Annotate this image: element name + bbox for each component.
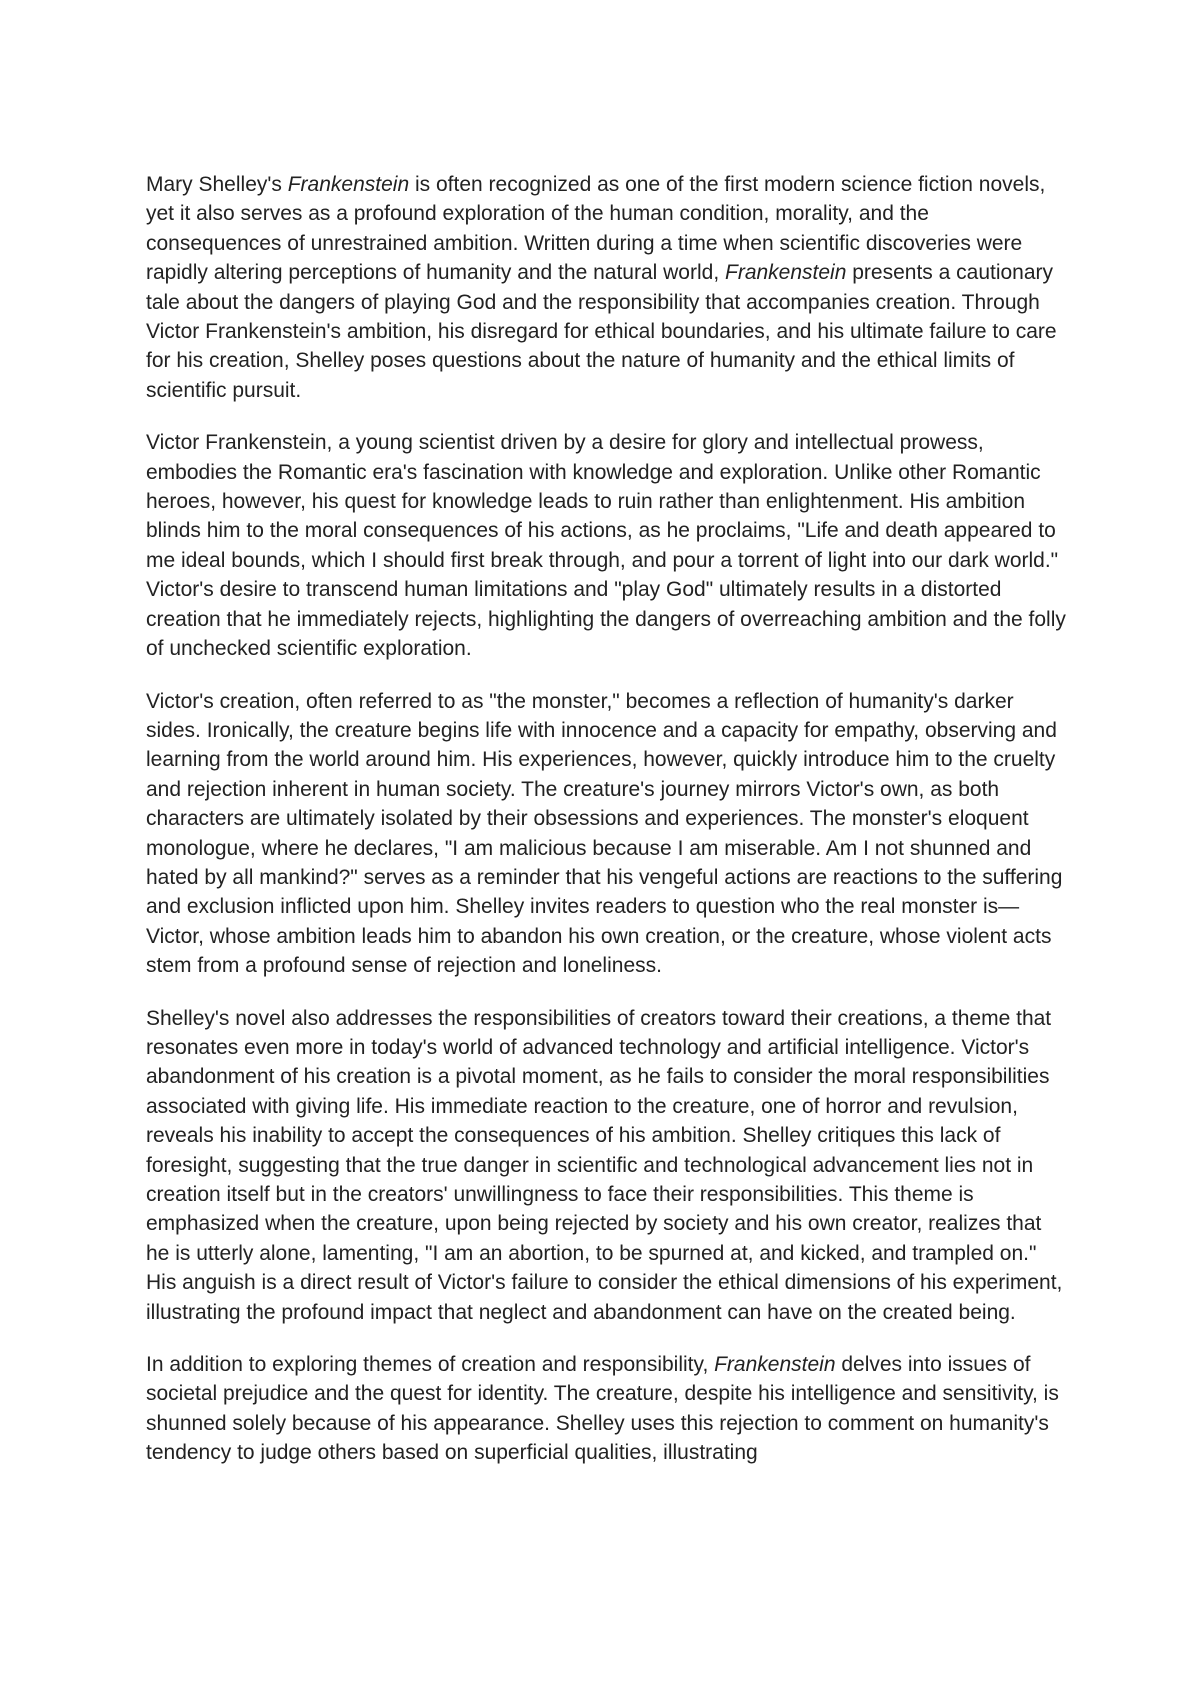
paragraph-text: presents a cautionary tale about the dangers of playing God and the responsibility that accompanies creation. Through Victor Frankenstein's ambition, his disregard for ethical boundaries, and his ultimate failure to care for his creation, Shelley poses questions about the nature of humanity and the ethical limits of scientific pursuit. bbox=[146, 261, 1057, 402]
paragraph-text: Victor Frankenstein, a young scientist driven by a desire for glory and intellectual prowess, embodies the Romantic era's fascination with knowledge and exploration. Unlike other Romantic heroes, however, his quest for knowledge leads to ruin rather than enlightenment. His ambition blinds him to the moral consequences of his actions, as he proclaims, "Life and death appeared to me ideal bounds, which I should first break through, and pour a torrent of light into our dark world." Victor's desire to transcend human limitations and "play God" ultimately results in a distorted creation that he immediately rejects, highlighting the dangers of overreaching ambition and the folly of unchecked scientific exploration. bbox=[146, 431, 1066, 661]
document-body bbox=[146, 170, 1068, 1468]
paragraph-responsibility bbox=[146, 1004, 1068, 1327]
paragraph-text: is often recognized as one of the first modern science fiction novels, yet it also serves as a profound exploration of the human condition, morality, and the consequences of unrestrained ambition. Written during a time when scientific discoveries were rapidly altering perceptions of humanity and the natural world, bbox=[146, 173, 1046, 285]
italic-title: Frankenstein bbox=[725, 261, 847, 285]
paragraph-text: In addition to exploring themes of creation and responsibility, bbox=[146, 1353, 715, 1377]
italic-title: Frankenstein bbox=[287, 173, 410, 196]
paragraph-text: delves into issues of societal prejudice and the quest for identity. The creature, despite his intelligence and sensitivity, is shunned solely because of his appearance. Shelley uses this rejection to comment on humanity's tendency to judge others based on superficial qualities, illustrating bbox=[146, 1353, 1059, 1465]
paragraph-intro bbox=[146, 170, 1068, 405]
paragraph-text: Shelley's novel also addresses the responsibilities of creators toward their creations, a theme that resonates even more in today's world of advanced technology and artificial intelligence. Victor's abandonment of his creation is a pivotal moment, as he fails to consider the moral responsibilities associated with giving life. His immediate reaction to the creature, one of horror and revulsion, reveals his inability to accept the consequences of his ambition. Shelley critiques this lack of foresight, suggesting that the true danger in scientific and technological advancement lies not in creation itself but in the creators' unwillingness to face their responsibilities. This theme is emphasized when the creature, upon being rejected by society and his own creator, realizes that he is utterly alone, lamenting, "I am an abortion, to be spurned at, and kicked, and trampled on." His anguish is a direct result of Victor's failure to consider the ethical dimensions of his experiment, illustrating the profound impact that neglect and abandonment can have on the created being. bbox=[146, 1006, 1063, 1324]
paragraph-creation bbox=[146, 687, 1068, 981]
paragraph-text: Victor's creation, often referred to as "the monster," becomes a reflection of humanity's darker sides. Ironically, the creature begins life with innocence and a capacity for empathy, observing and learning from the world around him. His experiences, however, quickly introduce him to the cruelty and rejection inherent in human society. The creature's journey mirrors Victor's own, as both characters are ultimately isolated by their obsessions and experiences. The monster's eloquent monologue, where he declares, "I am malicious because I am miserable. Am I not shunned and hated by all mankind?" serves as a reminder that his vengeful actions are reactions to the suffering and exclusion inflicted upon him. Shelley invites readers to question who the real monster is—Victor, whose ambition leads him to abandon his own creation, or the creature, whose violent acts stem from a profound sense of rejection and loneliness. bbox=[146, 689, 1063, 978]
italic-title: Frankenstein bbox=[714, 1353, 836, 1377]
paragraph-prejudice bbox=[146, 1350, 1068, 1468]
paragraph-text: Mary Shelley's bbox=[146, 173, 288, 196]
paragraph-victor bbox=[146, 428, 1068, 663]
